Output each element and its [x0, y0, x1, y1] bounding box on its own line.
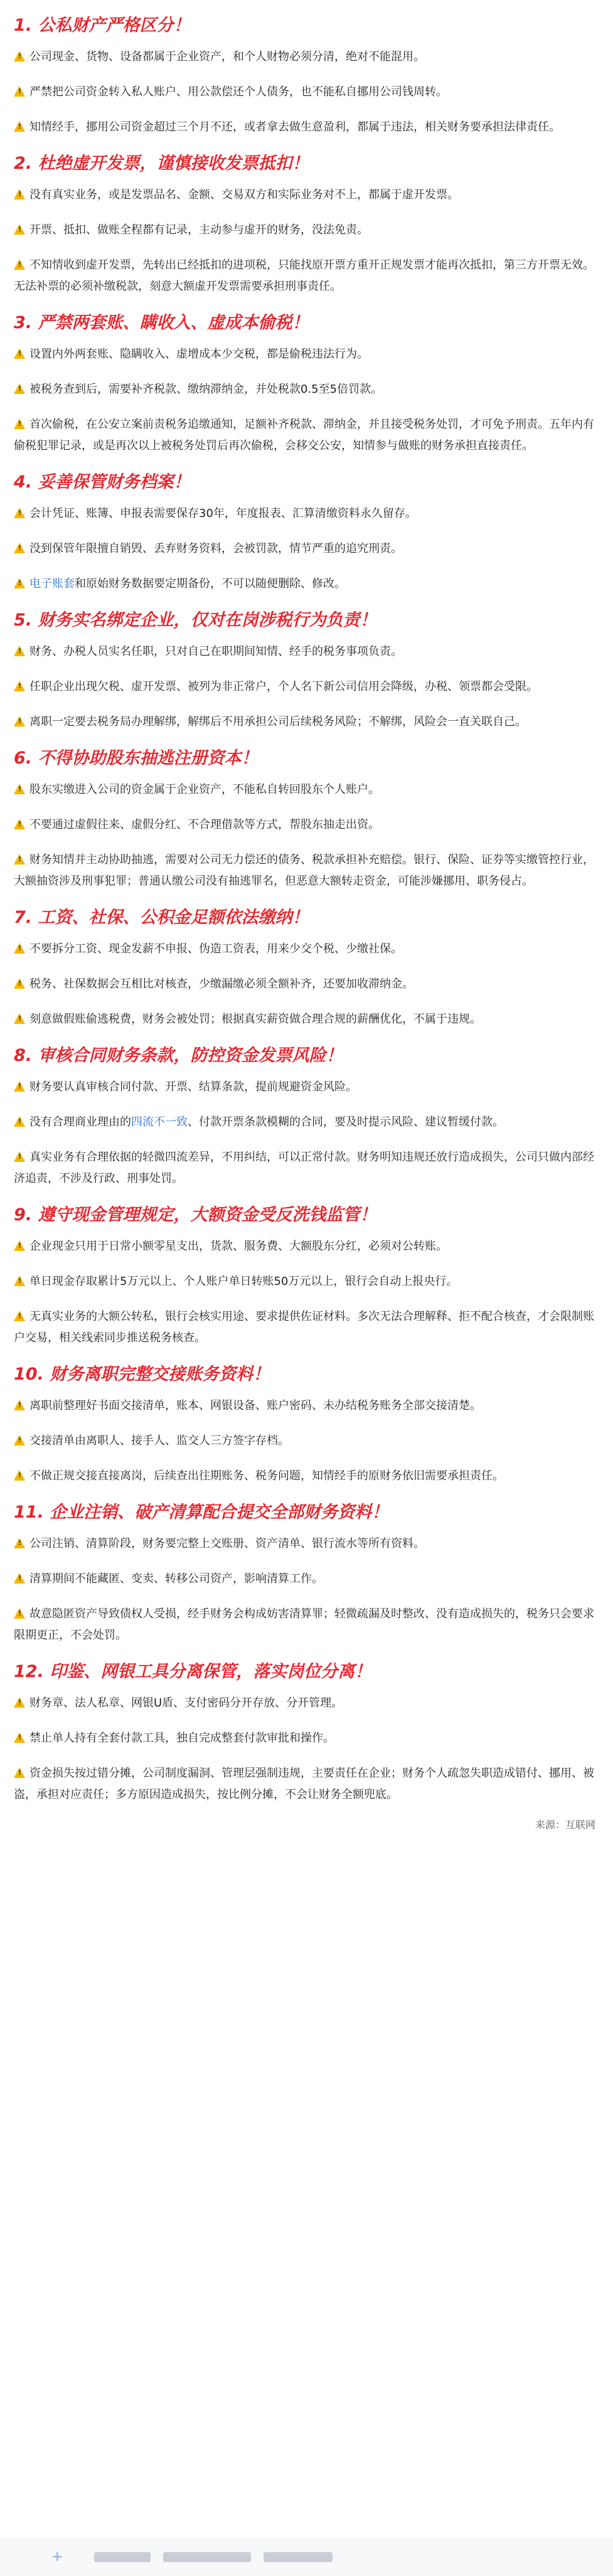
- bullet-item: [14, 779, 599, 801]
- bullet-item: [14, 711, 599, 733]
- bullet-text: 财务、办税人员实名任职，只对自己在职期间知情、经手的税务事项负责。: [29, 645, 402, 658]
- bullet-item: [14, 939, 599, 960]
- bullet-text: 任职企业出现欠税、虚开发票、被列为非正常户，个人名下新公司信用会降级，办税、领票都会受限。: [29, 680, 538, 693]
- bullet-item: [14, 1112, 599, 1133]
- inline-link[interactable]: 电子账套: [29, 577, 75, 590]
- bullet-text: 离职一定要去税务局办理解绑，解绑后不用承担公司后续税务风险；不解绑，风险会一直关联自己。: [29, 715, 526, 728]
- bullet-item: [14, 1395, 599, 1417]
- warning-icon: [14, 1240, 25, 1251]
- bullet-text: 严禁把公司资金转入私人账户、用公款偿还个人债务，也不能私自挪用公司钱周转。: [29, 85, 447, 98]
- bullet-text: 税务、社保数据会互相比对核查，少缴漏缴必须全额补齐，还要加收滞纳金。: [29, 977, 413, 991]
- bullet-item: [14, 1077, 599, 1098]
- bullet-item: [14, 849, 599, 892]
- bullet-item: [14, 1306, 599, 1349]
- warning-icon: [14, 681, 25, 691]
- bullet-text: 企业现金只用于日常小额零星支出，货款、服务费、大额股东分红，必须对公转账。: [29, 1240, 447, 1253]
- section-title: 7. 工资、社保、公积金足额依法缴纳！: [14, 908, 309, 927]
- bullet-item: [14, 1533, 599, 1555]
- bullet-text: 和原始财务数据要定期备份，不可以随便删除、修改。: [75, 577, 346, 590]
- warning-icon: [14, 51, 25, 61]
- bullet-item: [14, 255, 599, 297]
- warning-icon: [14, 418, 25, 429]
- bullet-text: 故意隐匿资产导致债权人受损，经手财务会构成妨害清算罪；轻微疏漏及时整改、没有造成损失的，税务只会要求限期更正，不会处罚。: [14, 1607, 594, 1642]
- warning-icon: [14, 1275, 25, 1286]
- warning-icon: [14, 189, 25, 200]
- bullet-item: [14, 414, 599, 457]
- warning-icon: [14, 1013, 25, 1024]
- warning-icon: [14, 578, 25, 588]
- bullet-item: [14, 641, 599, 663]
- warning-icon: [14, 1081, 25, 1092]
- bullet-text: 会计凭证、账簿、申报表需要保存30年，年度报表、汇算清缴资料永久留存。: [29, 507, 417, 520]
- bullet-text: 没有真实业务，或是发票品名、金额、交易双方和实际业务对不上，都属于虚开发票。: [29, 188, 459, 201]
- bullet-text: 禁止单人持有全套付款工具，独自完成整套付款审批和操作。: [29, 1732, 334, 1745]
- warning-icon: [14, 348, 25, 359]
- warning-icon: [14, 508, 25, 518]
- bullet-item: [14, 117, 599, 138]
- warning-icon: [14, 383, 25, 394]
- section-title: 6. 不得协助股东抽逃注册资本！: [14, 748, 259, 768]
- warning-icon: [14, 978, 25, 989]
- warning-icon: [14, 1538, 25, 1548]
- section-title: 4. 妥善保管财务档案！: [14, 472, 191, 492]
- warning-icon: [14, 1573, 25, 1583]
- bullet-text: 没到保管年限擅自销毁、丢弃财务资料，会被罚款，情节严重的追究刑责。: [29, 542, 402, 555]
- bullet-text: 真实业务有合理依据的轻微四流差异，不用纠结，可以正常付款。财务明知违规还放行造成损失，公司只做内部经济追责，不涉及行政、刑事处罚。: [14, 1151, 594, 1185]
- bullet-text: 交接清单由离职人、接手人、监交人三方签字存档。: [29, 1434, 289, 1447]
- warning-icon: [14, 1767, 25, 1778]
- bullet-item: [14, 503, 599, 524]
- inline-link[interactable]: 四流不一致: [131, 1115, 188, 1129]
- section-title: 1. 公私财产严格区分！: [14, 16, 191, 35]
- section-title: 3. 严禁两套账、瞒收入、虚成本偷税！: [14, 313, 309, 333]
- warning-icon: [14, 716, 25, 726]
- bullet-item: [14, 1604, 599, 1646]
- warning-icon: [14, 1151, 25, 1162]
- warning-icon: [14, 86, 25, 97]
- bullet-text: 首次偷税，在公安立案前责税务追缴通知，足额补齐税款、滞纳金，并且接受税务处罚，才可免予刑责。五年内有偷税犯罪记录，或是再次以上被税务处罚后再次偷税，会移交公安，知情参与做账的财务承担直接责任。: [14, 418, 594, 452]
- warning-icon: [14, 1435, 25, 1445]
- bullet-text: 财务章、法人私章、网银U盾、支付密码分开存放、分开管理。: [29, 1696, 343, 1710]
- warning-icon: [14, 1608, 25, 1619]
- bullet-item: [14, 1236, 599, 1257]
- bullet-text: 清算期间不能藏匿、变卖、转移公司资产，影响清算工作。: [29, 1572, 323, 1585]
- bullet-item: [14, 46, 599, 68]
- warning-icon: [14, 1732, 25, 1743]
- warning-icon: [14, 543, 25, 553]
- section-title: 12. 印鉴、网银工具分离保管，落实岗位分离！: [14, 1662, 372, 1681]
- bullet-item: [14, 220, 599, 241]
- bullet-item: [14, 1728, 599, 1749]
- warning-icon: [14, 259, 25, 270]
- section-title: 11. 企业注销、破产清算配合提交全部财务资料！: [14, 1503, 389, 1522]
- bullet-text: 不要拆分工资、现金发薪不申报、伪造工资表，用来少交个税、少缴社保。: [29, 942, 402, 955]
- warning-icon: [14, 819, 25, 829]
- section-title: 8. 审核合同财务条款，防控资金发票风险！: [14, 1046, 343, 1065]
- bullet-text: 无真实业务的大额公转私，银行会核实用途、要求提供佐证材料。多次无法合理解释、拒不配合核查，才会限制账户交易，相关线索同步推送税务核查。: [14, 1310, 594, 1344]
- warning-icon: [14, 943, 25, 954]
- bullet-text: 不要通过虚假往来、虚假分红、不合理借款等方式，帮股东抽走出资。: [29, 818, 380, 831]
- blurred-text: [264, 2552, 333, 2562]
- bullet-item: [14, 1430, 599, 1452]
- bullet-text: 不知情收到虚开发票，先转出已经抵扣的进项税，只能找原开票方重开正规发票才能再次抵扣，第三方开票无效。无法补票的必须补缴税款，刻意大额虚开发票需要承担刑事责任。: [14, 258, 594, 293]
- bullet-text: 财务要认真审核合同付款、开票、结算条款，提前规避资金风险。: [29, 1080, 357, 1094]
- bullet-text: 、付款开票条款模糊的合同，要及时提示风险、建议暂缓付款。: [188, 1115, 504, 1129]
- blurred-text: [94, 2552, 151, 2562]
- warning-icon: [14, 1697, 25, 1708]
- bullet-item: [14, 1466, 599, 1487]
- bottom-bar: [0, 2539, 613, 2576]
- warning-icon: [14, 1116, 25, 1127]
- warning-icon: [14, 646, 25, 656]
- source-note: 来源：互联网: [535, 1819, 595, 1831]
- warning-icon: [14, 1400, 25, 1410]
- warning-icon: [14, 784, 25, 794]
- bullet-item: [14, 573, 599, 595]
- bullet-item: [14, 1009, 599, 1030]
- section-title: 2. 杜绝虚开发票，谨慎接收发票抵扣！: [14, 154, 309, 173]
- bullet-item: [14, 82, 599, 103]
- bullet-text: 开票、抵扣、做账全程都有记录，主动参与虚开的财务，没法免责。: [29, 223, 368, 237]
- bullet-item: [14, 974, 599, 995]
- bullet-text: 设置内外两套账、隐瞒收入、虚增成本少交税，都是偷税违法行为。: [29, 348, 368, 361]
- bullet-item: [14, 1147, 599, 1190]
- warning-icon: [14, 121, 25, 132]
- bullet-item: [14, 344, 599, 365]
- bullet-item: [14, 814, 599, 836]
- bullet-item: [14, 1763, 599, 1806]
- bullet-item: [14, 1693, 599, 1714]
- bullet-text: 财务知情并主动协助抽逃，需要对公司无力偿还的债务、税款承担补充赔偿。银行、保险、证券等实缴管控行业，大额抽资涉及刑事犯罪；普通认缴公司没有抽逃罪名，但恶意大额转走资金，可能涉嫌挪用、职务侵占。: [14, 853, 594, 888]
- bullet-item: [14, 379, 599, 400]
- warning-icon: [14, 1470, 25, 1481]
- bullet-text: 知情经手，挪用公司资金超过三个月不还，或者拿去做生意盈利，都属于违法，相关财务要承担法律责任。: [29, 120, 560, 134]
- blurred-text: [163, 2552, 251, 2562]
- warning-icon: [14, 224, 25, 235]
- bullet-text: 被税务查到后，需要补齐税款、缴纳滞纳金，并处税款0.5至5倍罚款。: [29, 383, 383, 396]
- bullet-text: 刻意做假账偷逃税费，财务会被处罚；根据真实薪资做合理合规的薪酬优化，不属于违规。: [29, 1013, 481, 1026]
- section-title: 10. 财务离职完整交接账务资料！: [14, 1365, 270, 1384]
- bullet-text: 离职前整理好书面交接清单，账本、网银设备、账户密码、未办结税务账务全部交接清楚。: [29, 1399, 481, 1412]
- bullet-text: 公司现金、货物、设备都属于企业资产，和个人财物必须分清，绝对不能混用。: [29, 50, 425, 63]
- warning-icon: [14, 854, 25, 865]
- bullet-item: [14, 538, 599, 560]
- bullet-item: [14, 1568, 599, 1590]
- bullet-text: 资金损失按过错分摊，公司制度漏洞、管理层强制违规，主要责任在企业；财务个人疏忽失职造成错付、挪用、被盗，承担对应责任；多方原因造成损失，按比例分摊，不会让财务全额兜底。: [14, 1767, 594, 1801]
- bullet-text: 股东实缴进入公司的资金属于企业资产，不能私自转回股东个人账户。: [29, 783, 380, 796]
- section-title: 9. 遵守现金管理规定，大额资金受反洗钱监管！: [14, 1205, 377, 1225]
- bullet-item: [14, 184, 599, 206]
- plus-icon[interactable]: +: [51, 2549, 63, 2565]
- bullet-text: 单日现金存取累计5万元以上、个人账户单日转账50万元以上，银行会自动上报央行。: [29, 1275, 458, 1288]
- bullet-text: 不做正规交接直接离岗，后续查出往期账务、税务问题，知情经手的原财务依旧需要承担责任。: [29, 1469, 504, 1482]
- bullet-item: [14, 1271, 599, 1292]
- bullet-text: 公司注销、清算阶段，财务要完整上交账册、资产清单、银行流水等所有资料。: [29, 1537, 425, 1550]
- bullet-item: [14, 676, 599, 698]
- bullet-text: 没有合理商业理由的: [29, 1115, 131, 1129]
- warning-icon: [14, 1311, 25, 1321]
- section-title: 5. 财务实名绑定企业，仅对在岗涉税行为负责！: [14, 610, 377, 630]
